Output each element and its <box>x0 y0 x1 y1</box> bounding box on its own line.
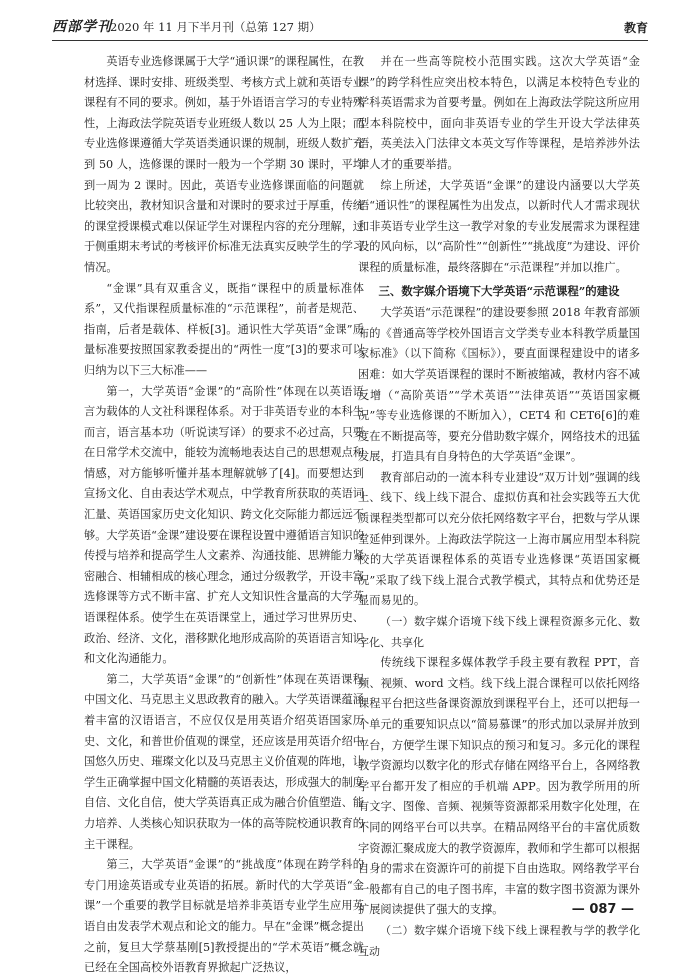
journal-logo: 西部学刊 <box>52 19 112 35</box>
paragraph: 并在一些高等院校小范围实践。这次大学英语“金课”的跨学科性应突出校本特色，以满足本校特色专业的学科英语需求为首要考量。例如在上海政法学院这所应用型本科院校中，面向非英语专业的学生开设大学法律英语，英美法入门法律文本英文写作等课程，是培养涉外法律人才的重要举措。 <box>358 55 640 171</box>
paragraph: 第三，大学英语“金课”的“挑战度”体现在跨学科的专门用途英语或专业英语的拓展。新时代的大学英语“金课”一个重要的教学目标就是培养非英语专业学生应用英语自由发表学术观点和论文的能力。早在“金课”概念提出之前，复旦大学蔡基刚[5]教授提出的“学术英语”概念就已经在全国高校外语教育界掀起广泛热议， <box>84 858 364 975</box>
section-heading: 三、数字媒介语境下大学英语“示范课程”的建设 <box>378 283 620 298</box>
paragraph: 传统线下课程多媒体教学手段主要有教程 PPT，音频、视频、word 文档。线下线上混合课程可以依托网络课程平台把这些备课资源放到课程平台上，还可以把每一个单元的重要知识点以“简易慕课”的形式加以录屏并放到平台，方便学生课下知识点的预习和复习。多元化的课程教学资源均以数字化的形式存储在网络平台上，各网络教学平台都开发了相应的手机端 APP。因为教学所用的所有文字、图像、音频、视频等资源都采用数字化处理，在不同的网络平台可以共享。在精品网络平台的丰富优质数字资源汇聚成庞大的教学资源库，教师和学生都可以根据自身的需求在资源许可的前提下自由选取。网络教学平台一般都有自己的电子图书库，丰富的数字图书资源为课外扩展阅读提供了强大的支撑。 <box>358 656 640 917</box>
page-number: — 087 — <box>571 902 634 917</box>
header-rule <box>52 40 648 41</box>
paragraph: 英语专业选修课属于大学“通识课”的课程属性，在教材选择、课时安排、班级类型、考核方式上就和英语专业课程有不同的要求。例如，基于外语语言学习的专业特殊性，上海政法学院英语专业班级人数以 25 人为上限；而专业选修课遵循大学英语类通识课的规制，班级人数扩充到 50 人，选修课的课时一般为一个学期 30 课时，平均到一周为 2 课时。因此，英语专业选修课面临的问题就比较突出，教材知识含量和对课时的要求过于厚重，传统的课堂授课模式难以保证学生对课程内容的充分理解，过于侧重期末考试的考核评价标准无法真实反映学生的学习情况。 <box>84 55 364 274</box>
paragraph: “金课”具有双重含义，既指“课程中的质量标准体系”，又代指课程质量标准的“示范课程”，前者是规范、指南，后者是载体、样板[3]。通识性大学英语“金课”质量标准要按照国家教委提出的“两性一度”[3]的要求可以归纳为以下三大标准—— <box>84 281 364 377</box>
subsection-heading: （二）数字媒介语境下线下线上课程教与学的教学化互动 <box>358 923 640 958</box>
paragraph: 第二，大学英语“金课”的“创新性”体现在英语课程中国文化、马克思主义思政教育的融入。大学英语课蕴涵着丰富的汉语语言，不应仅仅是用英语介绍英语国家历史、文化，和普世价值观的课堂，还应该是用英语介绍中国悠久历史、璀璨文化以及马克思主义价值观的阵地，让学生正确掌握中国文化精髓的英语表达，形成强大的制度自信、文化自信，使大学英语真正成为融合价值塑造、能力培养、人类核心知识获取为一体的高等院校通识教育的主干课程。 <box>84 672 364 851</box>
paragraph: 教育部启动的一流本科专业建设“双万计划”强调的线上、线下、线上线下混合、虚拟仿真和社会实践等五大优质课程类型都可以充分依托网络数字平台，把数与学从课堂延伸到课外。上海政法学院这一上海市属应用型本科院校的大学英语课程体系的英语专业选修课“英语国家概况”采取了线下线上混合式教学模式，其特点和优势还是显而易见的。 <box>358 470 640 608</box>
paragraph: 第一，大学英语“金课”的“高阶性”体现在以英语语言为载体的人文社科课程体系。对于非英语专业的本科生而言，语言基本功（听说读写译）的要求不必过高，只要在日常学术交流中，能较为流畅地表达自己的思想观点和情感，对方能够听懂并基本理解就够了[4]。而要想达到宣扬文化、自由表达学术观点，中学教育所获取的英语词汇量、英语国家历史文化知识、跨文化交际能力都远远不够。大学英语“金课”建设要在课程设置中遵循语言知识的传授与培养和提高学生人文素养、沟通技能、思辨能力紧密融合、相辅相成的核心理念，通过分级教学，开设丰富选修课等方式不断丰富、扩充人文知识性含量高的大学英语课程体系。使学生在英语课堂上，通过学习世界历史、政治、经济、文化，潜移默化地形成高阶的英语语言知识和文化沟通能力。 <box>84 384 364 666</box>
right-column <box>358 52 640 962</box>
subsection-heading: （一）数字媒介语境下线下线上课程资源多元化、数字化、共享化 <box>358 615 640 649</box>
left-column <box>84 52 364 979</box>
paragraph: 综上所述，大学英语“金课”的建设内涵要以大学英语“通识性”的课程属性为出发点，以新时代人才需求现状和非英语专业学生这一教学对象的专业发展需求为课程建设的风向标，以“高阶性”“创新性”“挑战度”为建设、评价课程的质量标准，最终落脚在“示范课程”并加以推广。 <box>358 178 640 274</box>
issue-info: 2020 年 11 月下半月刊（总第 127 期） <box>110 20 321 34</box>
paragraph: 大学英语“示范课程”的建设要参照 2018 年教育部颁布的《普通高等学校外国语言文学类专业本科教学质量国家标准》（以下简称《国标》），要直面课程建设中的诸多困难：如大学英语课程的课时不断被缩减，教材内容不减反增（“高阶英语”“学术英语”“法律英语”“英语国家概况”等专业选修课的不断加入），CET4 和 CET6[6]的难度在不断提高等，要充分借助数字媒介，网络技术的迅猛发展，打造具有自身特色的大学英语“金课”。 <box>358 306 640 464</box>
page-header <box>52 16 648 40</box>
section-label: 教育 <box>623 21 648 35</box>
